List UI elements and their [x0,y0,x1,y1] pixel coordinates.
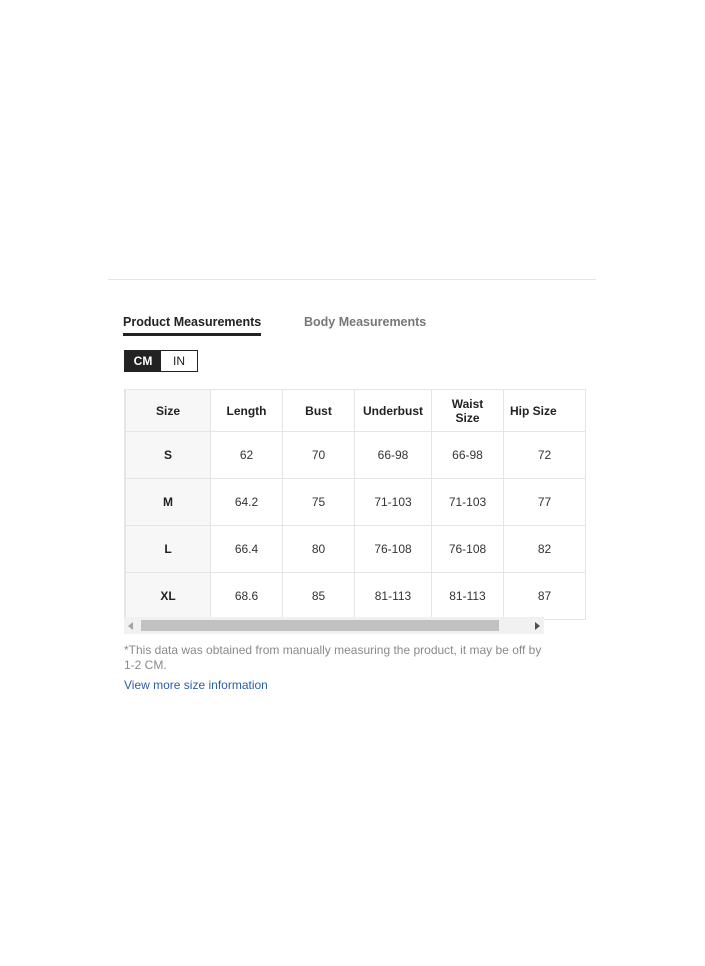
size-cell: XL [126,573,211,620]
length-cell: 62 [211,432,283,479]
size-guide-panel [108,279,596,692]
table-row [126,479,586,526]
underbust-cell: 71-103 [355,479,432,526]
hip-cell: 87 [504,573,586,620]
header-hip-size [504,390,586,432]
hip-cell: 77 [504,479,586,526]
header-length: Length [211,390,283,432]
tab-product-measurements[interactable]: Product Measurements [123,315,261,336]
unit-cm-button[interactable]: CM [125,351,161,371]
header-waist-size-label: Waist Size [451,396,484,425]
header-waist-size [432,390,504,432]
table-row [126,526,586,573]
bust-cell: 75 [283,479,355,526]
header-size: Size [126,390,211,432]
size-cell: L [126,526,211,573]
length-cell: 64.2 [211,479,283,526]
bust-cell: 70 [283,432,355,479]
unit-in-button[interactable]: IN [161,351,197,371]
header-hip-size-label: Hip Size [510,403,557,418]
measurement-note: *This data was obtained from manually measuring the product, it may be off by 1-2 CM. [124,643,542,672]
hip-cell: 82 [504,526,586,573]
scroll-left-arrow-icon[interactable] [128,622,133,630]
underbust-cell: 76-108 [355,526,432,573]
length-cell: 68.6 [211,573,283,620]
table-header-row [126,390,586,432]
size-cell: S [126,432,211,479]
underbust-cell: 66-98 [355,432,432,479]
hip-cell: 72 [504,432,586,479]
more-size-info-link[interactable]: View more size information [124,678,268,692]
size-cell: M [126,479,211,526]
scrollbar-thumb[interactable] [141,620,499,631]
waist-cell: 71-103 [432,479,504,526]
size-table [125,389,586,620]
waist-cell: 66-98 [432,432,504,479]
tab-body-measurements[interactable]: Body Measurements [304,315,427,329]
horizontal-scrollbar[interactable] [124,617,544,634]
size-table-container [124,389,557,617]
waist-cell: 81-113 [432,573,504,620]
table-row [126,432,586,479]
bust-cell: 85 [283,573,355,620]
waist-cell: 76-108 [432,526,504,573]
underbust-cell: 81-113 [355,573,432,620]
table-row [126,573,586,620]
scroll-right-arrow-icon[interactable] [535,622,540,630]
header-underbust: Underbust [355,390,432,432]
unit-toggle [124,350,198,372]
header-bust: Bust [283,390,355,432]
bust-cell: 80 [283,526,355,573]
length-cell: 66.4 [211,526,283,573]
